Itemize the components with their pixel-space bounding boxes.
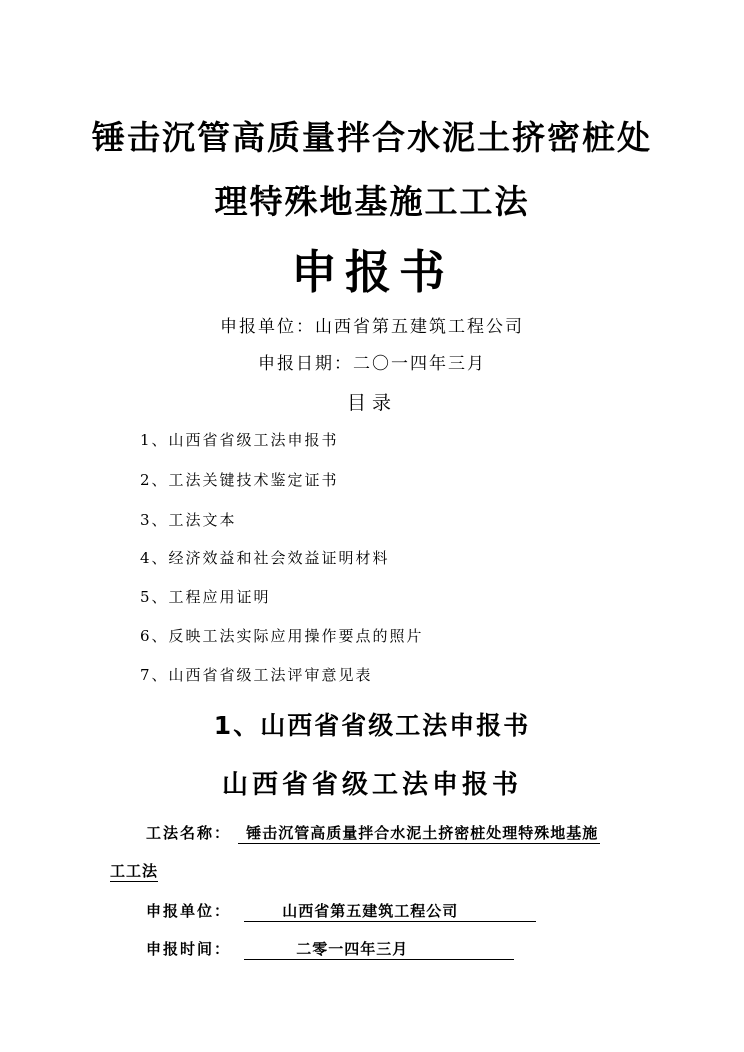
form-title: 山西省省级工法申报书 [221,770,522,800]
toc-item: 4、经济效益和社会效益证明材料 [140,549,390,567]
form-row-application-time [146,938,514,960]
method-name-label: 工法名称： [146,824,232,842]
toc-item: 2、工法关键技术鉴定证书 [140,471,339,489]
form-row-method-name-continued [110,860,158,882]
toc-item: 7、山西省省级工法评审意见表 [140,666,373,684]
method-name-value: 锤击沉管高质量拌合水泥土挤密桩处理特殊地基施 [238,822,600,844]
form-row-method-name [146,822,600,844]
section-title: 1、山西省省级工法申报书 [213,711,531,740]
cover-title-line-2: 理特殊地基施工工法 [214,182,530,221]
application-date-line: 申报日期：二〇一四年三月 [258,354,486,374]
application-time-label: 申报时间： [146,940,232,958]
toc-item: 6、反映工法实际应用操作要点的照片 [140,627,424,645]
applicant-unit-value: 山西省第五建筑工程公司 [244,900,536,922]
application-time-value: 二零一四年三月 [244,938,514,960]
method-name-value-continued: 工工法 [110,862,159,880]
applicant-unit-line: 申报单位：山西省第五建筑工程公司 [220,317,524,337]
toc-item: 5、工程应用证明 [140,588,271,606]
form-row-applicant-unit [146,900,536,922]
applicant-unit-label: 申报单位： [146,902,232,920]
toc-item: 1、山西省省级工法申报书 [140,431,339,449]
toc-item: 3、工法文本 [140,511,237,529]
cover-big-title: 申报书 [291,245,453,299]
cover-title-line-1: 锤击沉管高质量拌合水泥土挤密桩处 [92,118,652,157]
toc-heading: 目录 [346,392,397,414]
